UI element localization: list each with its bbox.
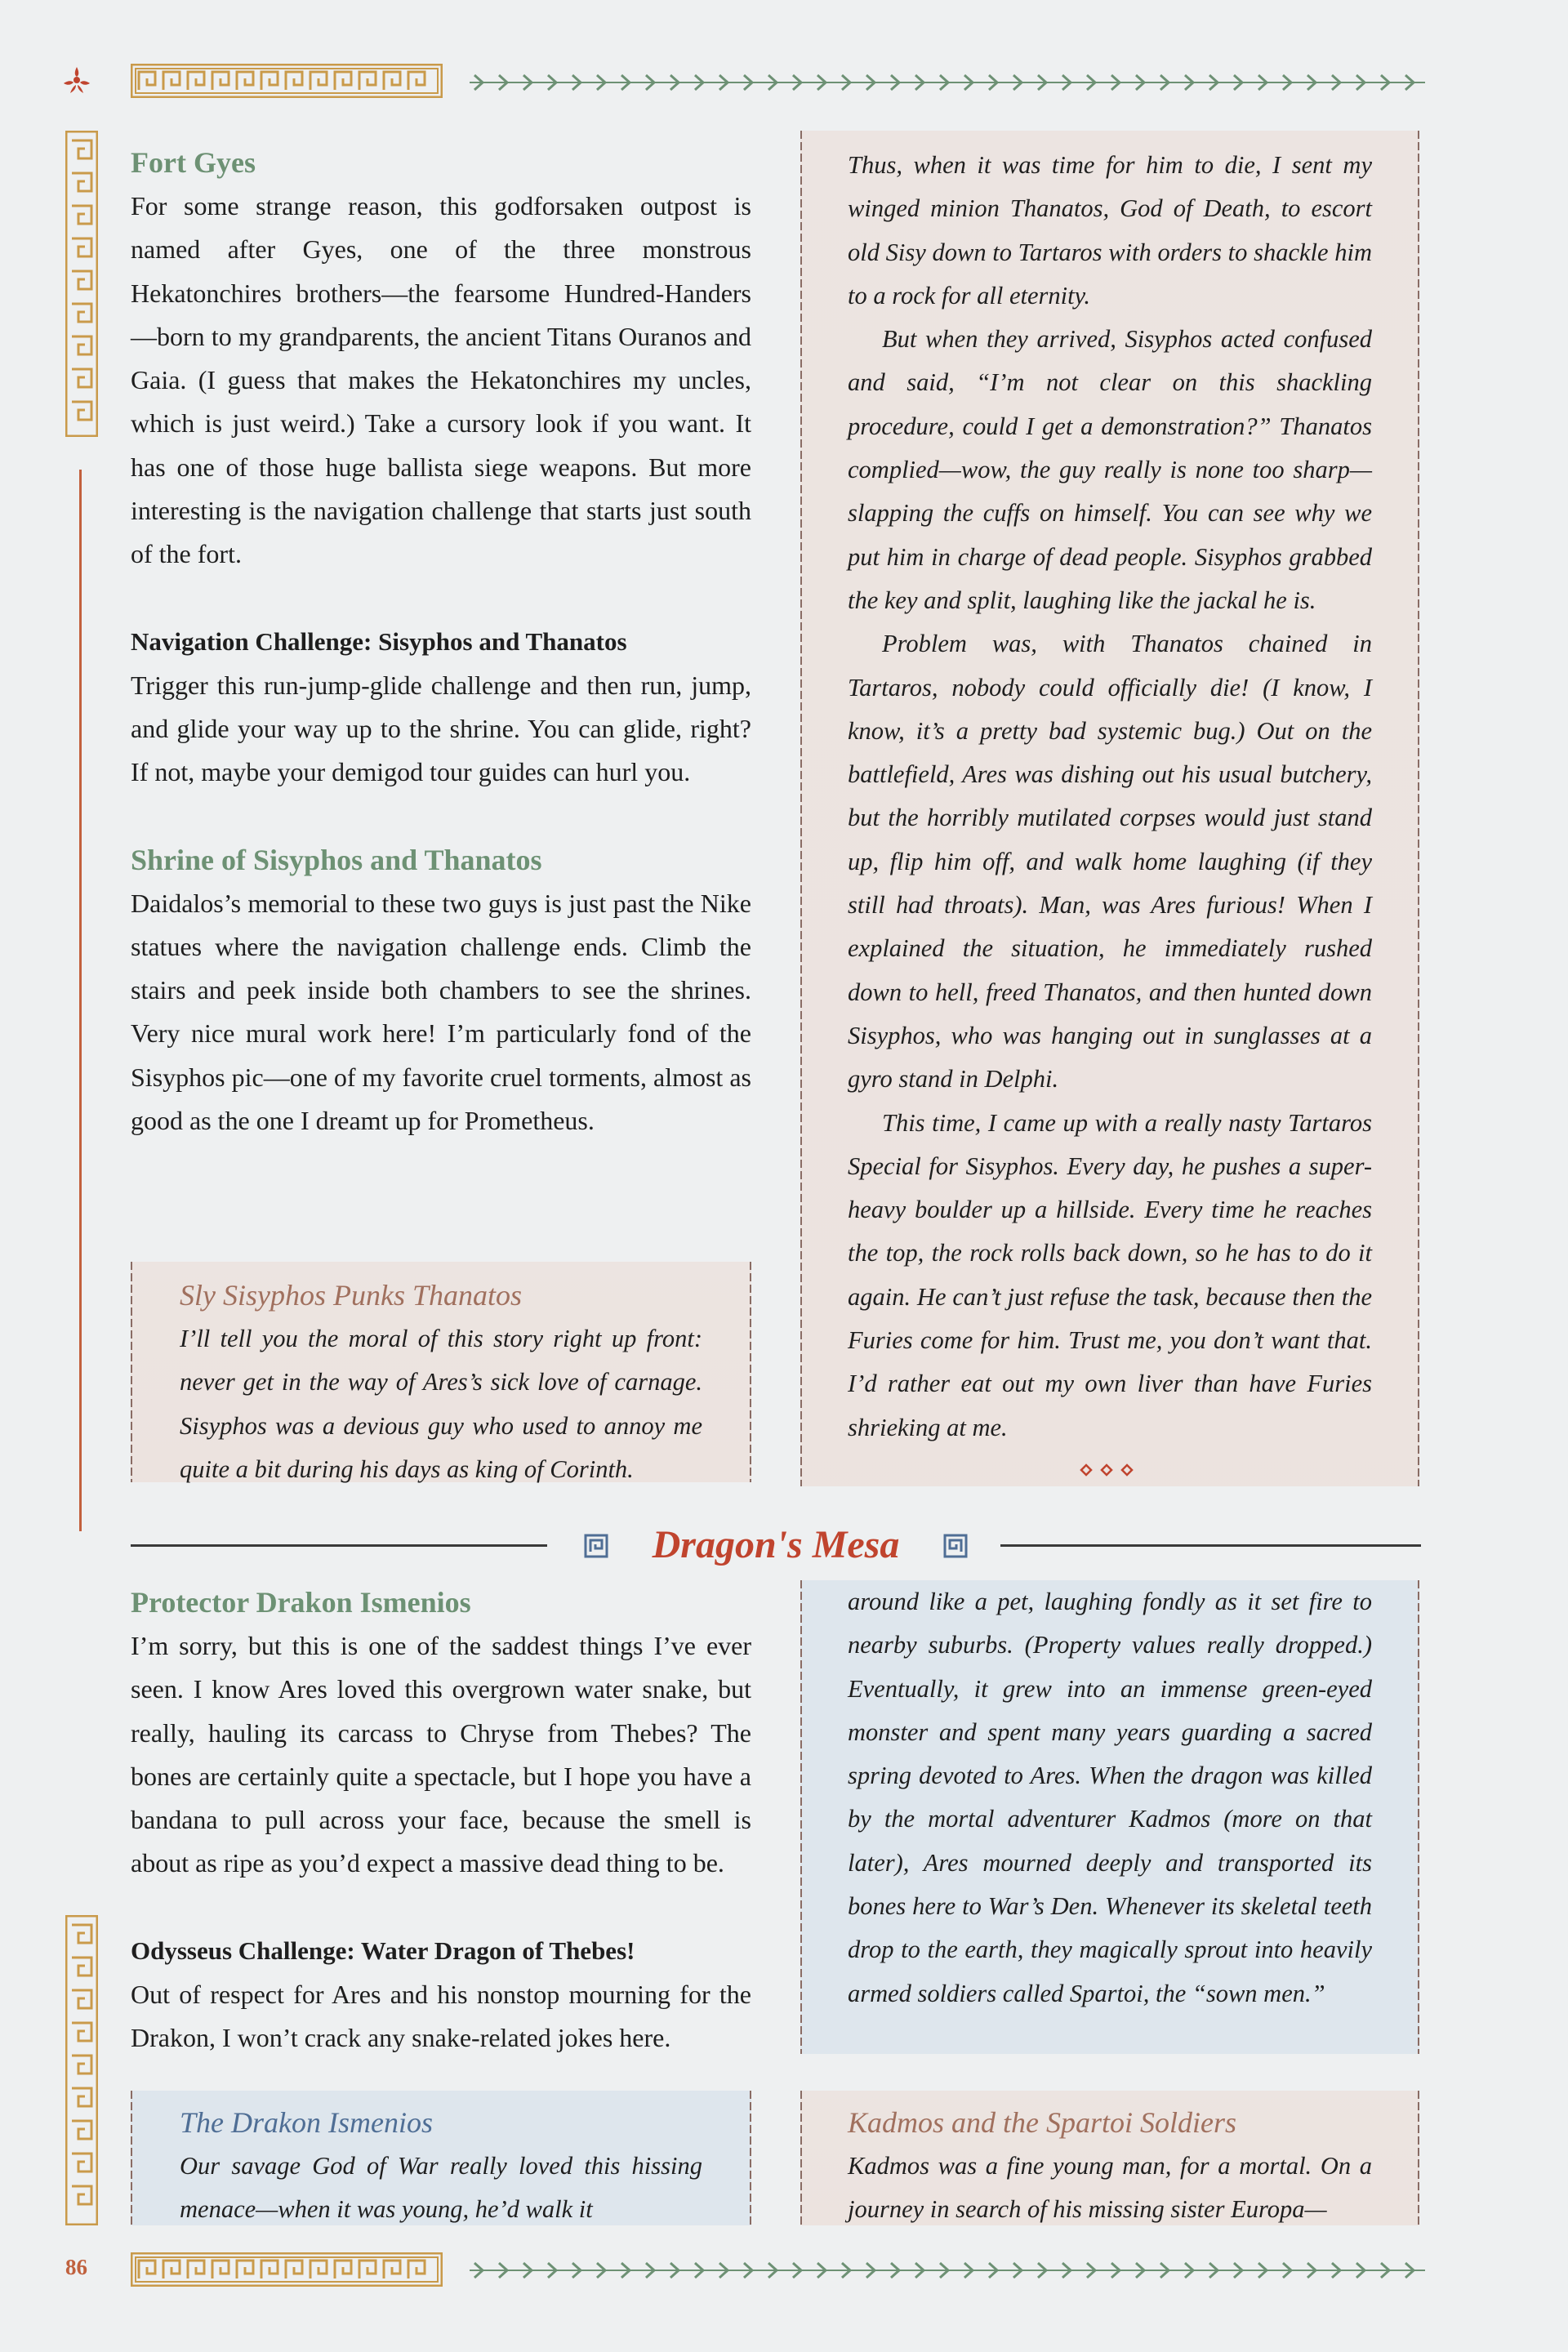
left-column-bottom xyxy=(131,1580,751,2060)
sidebar-rule-right xyxy=(750,2091,751,2225)
story-paragraph-3: Problem was, with Thanatos chained in Tartaros, nobody could officially die! (I know, I know, it’s a pretty bad systemic bug.) Out on the battlefield, Ares was dishing out his usual butchery, but the horribly mutilated corpses would just stand up, flip him off, and walk home laughing (if they still had throats). Man, was Ares furious! When I explained the situation, he immediately rushed down to hell, freed Thanatos, and then hunted down Sisyphos, who was hanging out in sunglasses at a gyro stand in Delphi. xyxy=(848,630,1372,1094)
sidebar-rule-left xyxy=(131,1262,132,1482)
sidebar-rule-right xyxy=(1418,1580,1419,2054)
story-paragraph-1: Thus, when it was time for him to die, I sent my winged minion Thanatos, God of Death, to escort old Sisy down to Tartaros with orders to shackle him to a rock for all eternity. xyxy=(848,151,1372,310)
navigation-challenge-body: Trigger this run-jump-glide challenge and then run, jump, and glide your way up to the shrine. You can glide, right? If not, maybe your demigod tour guides can hurl you. xyxy=(131,670,751,787)
flourish-ornament-icon xyxy=(60,64,93,96)
section-banner xyxy=(131,1519,1421,1571)
sidebar-sly-sisyphos xyxy=(131,1262,751,1482)
story-paragraph-2: But when they arrived, Sisyphos acted confused and said, “I’m not clear on this shackling procedure, could I get a demonstration?” Thanatos complied—wow, the guy really is none too sharp—slapping the cuffs on himself. You can see why we put him in charge of dead people. Sisyphos grabbed the key and split, laughing like the jackal he is. xyxy=(848,325,1372,614)
right-column-top xyxy=(848,144,1372,1450)
sidebar-title-drakon: The Drakon Ismenios xyxy=(180,2106,433,2139)
sidebar-body-drakon: Our savage God of War really loved this hissing menace—when it was young, he’d walk it xyxy=(180,2152,702,2224)
shrine-heading: Shrine of Sisyphos and Thanatos xyxy=(131,843,542,876)
odysseus-challenge-body: Out of respect for Ares and his nonstop mourning for the Drakon, I won’t crack any snake-related jokes here. xyxy=(131,1979,751,2053)
arrow-chain-border-top xyxy=(470,70,1425,95)
drakon-story-continued: around like a pet, laughing fondly as it set fire to nearby suburbs. (Property values really dropped.) Eventually, it grew into an immense green-eyed monster and spent many years guarding a sacred spring devoted to Ares. When the dragon was killed by the mortal adventurer Kadmos (more on that later), Ares mourned deeply and transported its bones here to War’s Den. Whenever its skeletal teeth drop to the earth, they magically sprout into heavily armed soldiers called Spartoi, the “sown men.” xyxy=(848,1588,1372,2007)
greek-key-border-top xyxy=(131,64,443,98)
sidebar-title-kadmos: Kadmos and the Spartoi Soldiers xyxy=(848,2106,1237,2139)
sidebar-rule-right xyxy=(750,1262,751,1482)
sidebar-rule-left xyxy=(800,1580,802,2054)
side-rule xyxy=(79,470,82,1531)
sidebar-drakon-ismenios xyxy=(131,2091,751,2225)
drakon-heading: Protector Drakon Ismenios xyxy=(131,1586,471,1619)
left-column-top xyxy=(131,140,751,1143)
shrine-body: Daidalos’s memorial to these two guys is just past the Nike statues where the navigation challenge ends. Climb the stairs and peek inside both chambers to see the shrines. Very nice mural work here! I’m particularly fond of the Sisyphos pic—one of my favorite cruel torments, almost as good as the one I dreamt up for Prometheus. xyxy=(131,888,751,1136)
sidebar-rule-left xyxy=(131,2091,132,2225)
greek-key-icon xyxy=(943,1534,968,1558)
greek-key-border-bottom xyxy=(131,2252,443,2287)
story-paragraph-4: This time, I came up with a really nasty Tartaros Special for Sisyphos. Every day, he pushes a super-heavy boulder up a hillside. Every time he reaches the top, the rock rolls back down, so he has to do it again. He can’t just refuse the task, because then the Furies come for him. Trust me, you don’t want that. I’d rather eat out my own liver than have Furies shrieking at me. xyxy=(848,1108,1372,1441)
greek-key-border-side-lower xyxy=(65,1915,98,2225)
sidebar-rule-right xyxy=(1418,131,1419,1486)
banner-rule-right xyxy=(1000,1544,1421,1547)
greek-key-border-side xyxy=(65,131,98,437)
sidebar-rule-left xyxy=(800,131,802,1486)
arrow-chain-border-bottom xyxy=(470,2258,1425,2283)
drakon-body: I’m sorry, but this is one of the saddest things I’ve ever seen. I know Ares loved this overgrown water snake, but really, hauling its carcass to Chryse from Thebes? The bones are certainly quite a spectacle, but I hope you have a bandana to pull across your face, because the smell is about as ripe as you’d expect a massive dead thing to be. xyxy=(131,1631,751,1878)
fort-gyes-body: For some strange reason, this godforsaken outpost is named after Gyes, one of the three monstrous Hekatonchires brothers—the fearsome Hundred-Handers—born to my grandparents, the ancient Titans Ouranos and Gaia. (I guess that makes the Hekatonchires my uncles, which is just weird.) Take a cursory look if you want. It has one of those huge ballista siege weapons. But more interesting is the navigation challenge that starts just south of the fort. xyxy=(131,191,751,569)
sidebar-rule-left xyxy=(800,2091,802,2225)
sidebar-body-kadmos: Kadmos was a fine young man, for a mortal. On a journey in search of his missing sister Europa— xyxy=(848,2152,1372,2224)
sidebar-rule-right xyxy=(1418,2091,1419,2225)
sidebar-body-sly-sisyphos: I’ll tell you the moral of this story right up front: never get in the way of Ares’s sick love of carnage. Sisyphos was a devious guy who used to annoy me quite a bit during his days as king of Corinth. xyxy=(180,1325,702,1483)
sidebar-title-sly-sisyphos: Sly Sisyphos Punks Thanatos xyxy=(180,1279,522,1312)
fort-gyes-heading: Fort Gyes xyxy=(131,146,256,179)
navigation-challenge-heading: Navigation Challenge: Sisyphos and Thanatos xyxy=(131,626,627,656)
page-number: 86 xyxy=(65,2255,87,2279)
sidebar-drakon-continued xyxy=(800,1580,1419,2054)
end-of-story-diamond-icon xyxy=(1078,1462,1135,1478)
sidebar-kadmos xyxy=(800,2091,1419,2225)
section-title: Dragon's Mesa xyxy=(652,1523,900,1566)
odysseus-challenge-heading: Odysseus Challenge: Water Dragon of Thebes! xyxy=(131,1936,635,1965)
